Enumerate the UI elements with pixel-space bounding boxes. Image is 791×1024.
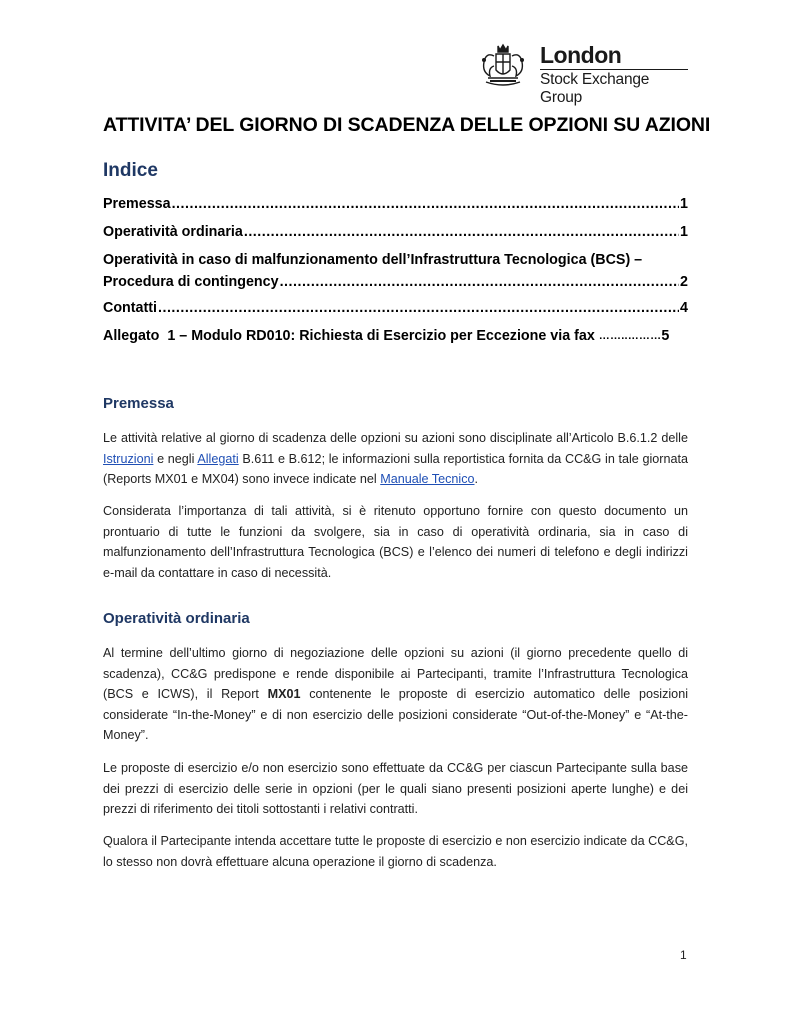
toc-leader-dots <box>172 194 679 215</box>
operativita-paragraph-2: Le proposte di esercizio e/o non esercizio sono effettuate da CC&G per ciascun Partecipante sulla base dei prezzi di esercizio delle serie in opzioni (per le quali siano presenti posizioni aperte lunghe) e dei prezzi di riferimento dei titoli sottostanti i relativi contratti. <box>103 761 688 816</box>
operativita-paragraph-1 <box>103 643 688 746</box>
document-title: ATTIVITA’ DEL GIORNO DI SCADENZA DELLE OPZIONI SU AZIONI <box>103 114 711 136</box>
section-heading-premessa: Premessa <box>103 395 174 412</box>
toc-entry-label: Operatività ordinaria <box>103 224 243 240</box>
crest-icon <box>476 40 530 92</box>
toc-leader-dots <box>244 222 679 243</box>
index-heading: Indice <box>103 160 158 181</box>
premessa-paragraph-2: Considerata l’importanza di tali attività, si è ritenuto opportuno fornire con questo documento un prontuario di tutte le funzioni da svolgere, sia in caso di operatività ordinaria, sia in caso di malfunzionamento dell’Infrastruttura Tecnologica (BCS) e l’elenco dei numeri di telefono e degli indirizzi e-mail da contattare in caso di necessità. <box>103 504 688 580</box>
toc-leader-dots <box>158 298 679 319</box>
text: B.611 e B.612; le informazioni sulla reportistica fornita da CC&G in tale giornata (Reports MX01 e MX04) sono invece indicate nel <box>103 451 688 486</box>
logo-subtitle: Stock Exchange Group <box>540 71 650 106</box>
text: e negli <box>153 451 198 466</box>
text: Le attività relative al giorno di scadenza delle opzioni su azioni sono disciplinate all’Articolo B.6.1.2 delle <box>103 431 688 445</box>
operativita-paragraph-3: Qualora il Partecipante intenda accettare tutte le proposte di esercizio e non esercizio indicate da CC&G, lo stesso non dovrà effettuare alcuna operazione il giorno di scadenza. <box>103 834 688 869</box>
text: contenente le proposte di esercizio automatico delle posizioni considerate “In-the-Money” e di non esercizio delle posizioni considerate “Out-of-the-Money” e “At-the-Money”. <box>103 687 688 742</box>
toc-entry-page: 1 <box>680 224 688 240</box>
toc-entry-operativita[interactable] <box>103 222 688 243</box>
toc-entry-label-line1: Operatività in caso di malfunzionamento dell’Infrastruttura Tecnologica (BCS) – <box>103 252 643 268</box>
logo-divider <box>540 69 688 70</box>
toc-entry-page: 2 <box>680 274 688 290</box>
toc-entry-label: Allegato 1 – Modulo RD010: Richiesta di Esercizio per Eccezione via fax <box>103 328 599 344</box>
toc-entry-label: Premessa <box>103 196 171 212</box>
toc-leader-dots: ……..……… <box>598 330 662 342</box>
toc-entry-page: 1 <box>680 196 688 212</box>
logo-name: London <box>540 42 622 68</box>
lseg-logo <box>474 40 694 106</box>
toc-entry-page: 4 <box>680 300 688 316</box>
page-number: 1 <box>680 948 687 962</box>
toc-entry-label: Procedura di contingency <box>103 274 279 290</box>
link-manuale-tecnico[interactable]: Manuale Tecnico <box>380 472 475 486</box>
toc-entry-allegato[interactable] <box>103 326 688 347</box>
toc-leader-dots <box>280 271 679 293</box>
report-code: MX01 <box>267 687 301 701</box>
text: . <box>474 472 478 486</box>
premessa-paragraph-1 <box>103 428 688 490</box>
toc-entry-contatti[interactable] <box>103 298 688 319</box>
toc-entry-premessa[interactable] <box>103 194 688 215</box>
toc-entry-label: Contatti <box>103 300 157 316</box>
toc-entry-page: 5 <box>661 328 670 344</box>
text: Al termine dell’ultimo giorno di negoziazione delle opzioni su azioni (il giorno precedente quello di scadenza), CC&G predispone e rende disponibile ai Partecipanti, tramite l’Infrastruttura Tecnologica (BCS e ICWS), il Report <box>103 646 688 701</box>
section-heading-operativita: Operatività ordinaria <box>103 610 250 627</box>
link-istruzioni[interactable]: Istruzioni <box>103 451 154 466</box>
toc-entry-contingency[interactable] <box>103 249 688 293</box>
link-allegati[interactable]: Allegati <box>197 451 239 466</box>
